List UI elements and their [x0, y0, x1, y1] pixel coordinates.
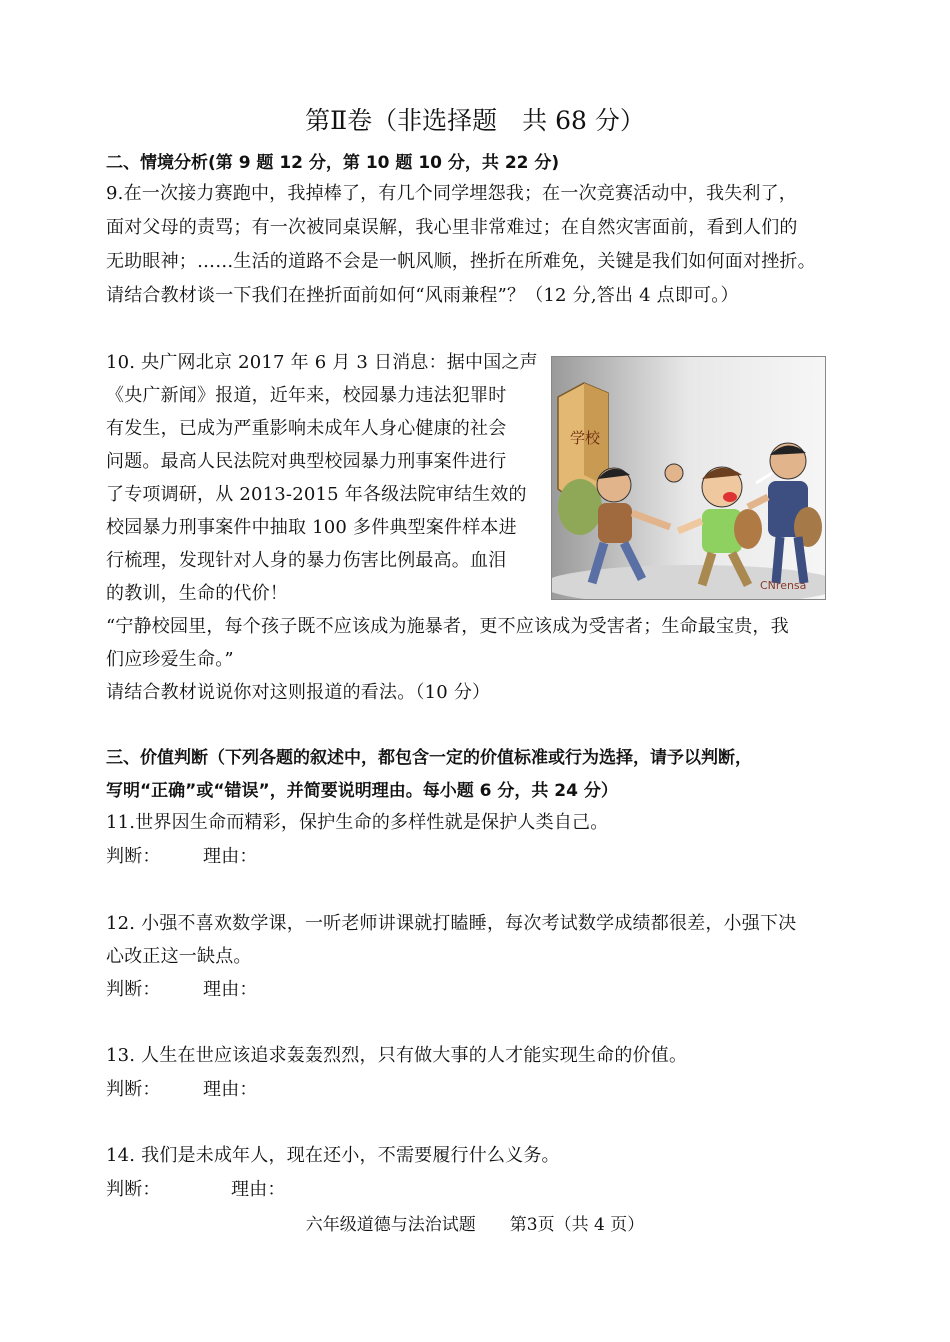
q13-text: 13. 人生在世应该追求轰轰烈烈，只有做大事的人才能实现生命的价值。: [106, 1045, 688, 1066]
q10-line-6: 校园暴力刑事案件中抽取 100 多件典型案件样本进: [106, 517, 517, 538]
q10-line-7: 行梳理，发现针对人身的暴力伤害比例最高。血泪: [106, 550, 507, 571]
q12-line-1: 12. 小强不喜欢数学课，一听老师讲课就打瞌睡，每次考试数学成绩都很差，小强下决: [106, 913, 797, 934]
section3-heading-line-2: 写明“正确”或“错误”，并简要说明理由。每小题 6 分，共 24 分）: [106, 781, 618, 801]
q9-line-1: 9.在一次接力赛跑中，我掉棒了，有几个同学埋怨我；在一次竞赛活动中，我失利了，: [106, 183, 797, 204]
q12-judge-label: 判断：: [106, 979, 161, 1000]
q14-text: 14. 我们是未成年人，现在还小，不需要履行什么义务。: [106, 1145, 560, 1166]
q12-line-2: 心改正这一缺点。: [106, 946, 252, 967]
q14-judge-label: 判断：: [106, 1179, 161, 1200]
sign-text-1: 学校: [570, 429, 601, 447]
school-violence-illustration: [551, 356, 826, 600]
q10-line-5: 了专项调研，从 2013-2015 年各级法院审结生效的: [106, 484, 527, 505]
q9-line-2: 面对父母的责骂；有一次被同桌误解，我心里非常难过；在自然灾害面前，看到人们的: [106, 217, 798, 238]
q11-text: 11.世界因生命而精彩，保护生命的多样性就是保护人类自己。: [106, 812, 609, 833]
q13-judge-label: 判断：: [106, 1079, 161, 1100]
q14-reason-label: 理由：: [231, 1179, 286, 1200]
q9-line-4: 请结合教材谈一下我们在挫折面前如何“风雨兼程”？（12 分,答出 4 点即可。）: [106, 285, 739, 306]
q12-reason-label: 理由：: [203, 979, 258, 1000]
q11-reason-label: 理由：: [203, 846, 258, 867]
q13-reason-label: 理由：: [203, 1079, 258, 1100]
section2-heading: 二、情境分析(第 9 题 12 分，第 10 题 10 分，共 22 分): [106, 153, 560, 173]
page-title: 第Ⅱ卷（非选择题 共 68 分）: [305, 106, 645, 135]
q11-judge-label: 判断：: [106, 846, 161, 867]
watermark-text: CNrensa: [760, 579, 807, 592]
q10-line-8: 的教训，生命的代价！: [106, 583, 288, 604]
q10-line-1: 10. 央广网北京 2017 年 6 月 3 日消息：据中国之声: [106, 352, 538, 373]
q10-line-4: 问题。最高人民法院对典型校园暴力刑事案件进行: [106, 451, 507, 472]
section3-heading-line-1: 三、价值判断（下列各题的叙述中，都包含一定的价值标准或行为选择，请予以判断，: [106, 748, 752, 768]
q10-line-2: 《央广新闻》报道，近年来，校园暴力违法犯罪时: [106, 385, 507, 406]
q10-quote-line-1: “宁静校园里，每个孩子既不应该成为施暴者，更不应该成为受害者；生命最宝贵，我: [106, 616, 789, 637]
q10-question: 请结合教材说说你对这则报道的看法。（10 分）: [106, 682, 491, 703]
page-footer: 六年级道德与法治试题 第3页（共 4 页）: [305, 1215, 645, 1235]
q10-line-3: 有发生，已成为严重影响未成年人身心健康的社会: [106, 418, 507, 439]
q10-quote-line-2: 们应珍爱生命。”: [106, 649, 234, 670]
q9-line-3: 无助眼神；……生活的道路不会是一帆风顺，挫折在所难免，关键是我们如何面对挫折。: [106, 251, 816, 272]
